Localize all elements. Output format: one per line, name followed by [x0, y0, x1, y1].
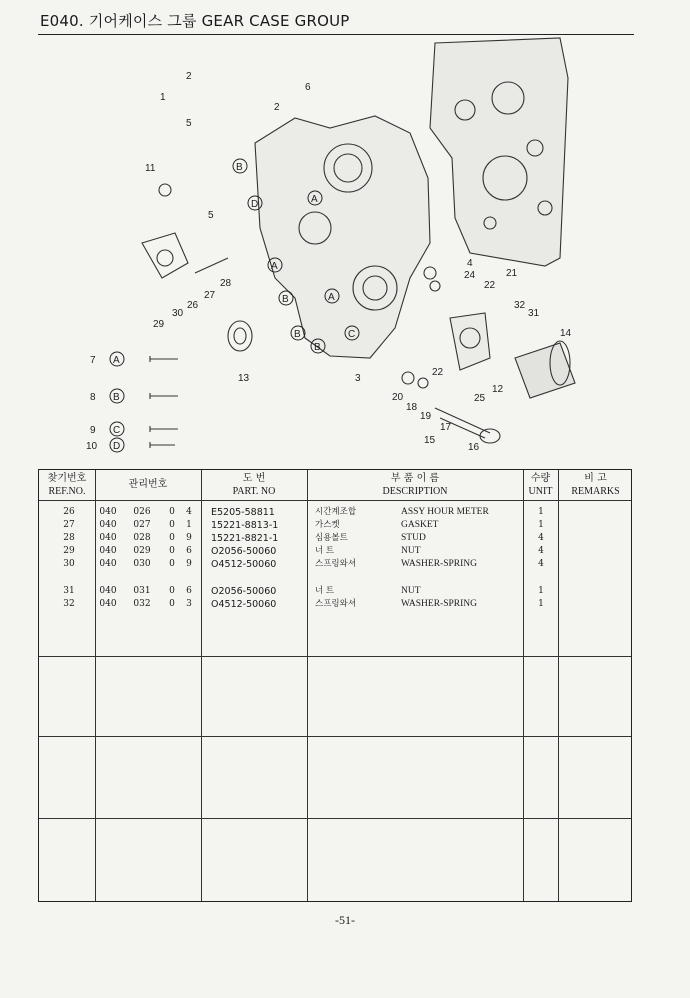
header-description: 부 품 이 름 DESCRIPTION	[382, 473, 448, 497]
table-row	[39, 532, 631, 545]
page-title: E040. 기어케이스 그룹 GEAR CASE GROUP	[40, 12, 350, 30]
cell-g1: 040	[99, 599, 117, 609]
cell-unit: 4	[538, 559, 544, 569]
svg-text:A: A	[328, 292, 335, 303]
exploded-diagram	[86, 38, 620, 466]
cell-g4: 6	[186, 546, 192, 556]
table-row	[39, 545, 631, 558]
cell-g4: 9	[186, 559, 192, 569]
callout-1: 1	[160, 92, 166, 103]
svg-text:A: A	[271, 261, 278, 272]
header-unit: 수량 UNIT	[528, 473, 553, 497]
callout-31: 31	[528, 308, 540, 319]
header-mgmt: 관리번호	[128, 479, 168, 490]
callout-26: 26	[187, 300, 199, 311]
callout-29: 29	[153, 319, 165, 330]
callout-25: 25	[474, 393, 486, 404]
callout-27: 27	[204, 290, 216, 301]
cell-desc: ASSY HOUR METER	[401, 507, 489, 517]
table-row	[39, 585, 631, 598]
cell-part: O4512-50060	[211, 559, 277, 570]
parts-table	[38, 469, 632, 902]
callout-6: 6	[305, 82, 311, 93]
marker-b	[233, 159, 247, 173]
marker-b	[279, 291, 293, 305]
cell-g2: 031	[133, 586, 151, 596]
cell-unit: 1	[538, 507, 544, 517]
cell-kr: 너 트	[315, 586, 335, 596]
callout-16: 16	[468, 442, 480, 453]
page-number: -51-	[335, 913, 355, 927]
svg-text:C: C	[348, 329, 356, 340]
cell-g4: 1	[186, 520, 192, 530]
callout-12: 12	[492, 384, 504, 395]
cell-g1: 040	[99, 559, 117, 569]
cell-part: 15221-8813-1	[211, 520, 279, 531]
marker-b	[291, 326, 305, 340]
callout-15: 15	[424, 435, 436, 446]
callout-17: 17	[440, 422, 452, 433]
cell-g4: 6	[186, 586, 192, 596]
cell-ref: 31	[63, 586, 75, 596]
cell-ref: 28	[63, 533, 75, 543]
callout-21: 21	[506, 268, 518, 279]
cell-g1: 040	[99, 533, 117, 543]
cell-g4: 4	[186, 507, 192, 517]
legend-index-10: 10	[86, 441, 98, 452]
cell-unit: 1	[538, 520, 544, 530]
cell-g3: 0	[169, 599, 175, 609]
legend-marker-d: D	[113, 441, 121, 452]
callout-2: 2	[274, 102, 280, 113]
cell-part: 15221-8821-1	[211, 533, 279, 544]
cell-g3: 0	[169, 586, 175, 596]
cell-desc: NUT	[401, 546, 421, 556]
cell-g3: 0	[169, 507, 175, 517]
callout-20: 20	[392, 392, 404, 403]
header-ref: 찾기번호 REF.NO.	[47, 473, 87, 497]
cell-kr: 시간계조합	[315, 507, 357, 517]
cell-ref: 27	[63, 520, 75, 530]
cell-g4: 9	[186, 533, 192, 543]
cell-g1: 040	[99, 507, 117, 517]
cell-kr: 스프링와셔	[315, 599, 357, 609]
cell-g3: 0	[169, 559, 175, 569]
cell-g1: 040	[99, 546, 117, 556]
cell-desc: WASHER-SPRING	[401, 599, 478, 609]
callout-13: 13	[238, 373, 250, 384]
legend-index-8: 8	[90, 392, 96, 403]
callout-22: 22	[484, 280, 496, 291]
cell-desc: NUT	[401, 586, 421, 596]
callout-24: 24	[464, 270, 476, 281]
header-part: 도 번 PART. NO	[232, 473, 276, 497]
cell-kr: 심용볼트	[315, 533, 348, 543]
svg-text:A: A	[311, 194, 318, 205]
cell-ref: 32	[63, 599, 75, 609]
cell-g2: 030	[133, 559, 151, 569]
callout-2: 2	[186, 71, 192, 82]
cell-unit: 1	[538, 599, 544, 609]
cell-unit: 1	[538, 586, 544, 596]
cell-part: E5205-58811	[211, 507, 275, 518]
cell-desc: STUD	[401, 533, 426, 543]
callout-4: 4	[467, 258, 473, 269]
table-row	[39, 519, 631, 532]
cell-desc: WASHER-SPRING	[401, 559, 478, 569]
callout-32: 32	[514, 300, 526, 311]
callout-14: 14	[560, 328, 572, 339]
cell-unit: 4	[538, 546, 544, 556]
cell-g2: 026	[133, 507, 151, 517]
cell-g4: 3	[186, 599, 192, 609]
cell-g2: 027	[133, 520, 151, 530]
legend-index-7: 7	[90, 355, 96, 366]
legend-index-9: 9	[90, 425, 96, 436]
svg-text:B: B	[236, 162, 243, 173]
cell-part: O4512-50060	[211, 599, 277, 610]
legend-marker-b: B	[113, 392, 120, 403]
callout-30: 30	[172, 308, 184, 319]
cell-g2: 029	[133, 546, 151, 556]
cell-kr: 가스켓	[315, 520, 340, 530]
callout-5: 5	[208, 210, 214, 221]
callout-22: 22	[432, 367, 444, 378]
cell-g3: 0	[169, 546, 175, 556]
callout-18: 18	[406, 402, 418, 413]
svg-text:B: B	[294, 329, 301, 340]
svg-text:B: B	[282, 294, 289, 305]
callout-19: 19	[420, 411, 432, 422]
legend-marker-c: C	[113, 425, 121, 436]
callout-11: 11	[145, 163, 156, 174]
header-remarks: 비 고 REMARKS	[571, 473, 620, 497]
cell-ref: 30	[63, 559, 75, 569]
table-row	[39, 506, 631, 519]
cell-g3: 0	[169, 533, 175, 543]
cell-kr: 너 트	[315, 546, 335, 556]
cell-g1: 040	[99, 520, 117, 530]
cell-unit: 4	[538, 533, 544, 543]
table-row	[39, 598, 631, 611]
callout-5: 5	[186, 118, 192, 129]
table-row	[39, 558, 631, 571]
svg-text:D: D	[251, 199, 259, 210]
cell-kr: 스프링와셔	[315, 559, 357, 569]
callout-28: 28	[220, 278, 232, 289]
title-rule	[38, 34, 634, 35]
cell-desc: GASKET	[401, 520, 439, 530]
svg-text:B: B	[314, 342, 321, 353]
cell-g2: 032	[133, 599, 151, 609]
cell-ref: 29	[63, 546, 75, 556]
cell-g1: 040	[99, 586, 117, 596]
cell-g2: 028	[133, 533, 151, 543]
legend-marker-a: A	[113, 355, 120, 366]
cell-ref: 26	[63, 507, 75, 517]
cell-part: O2056-50060	[211, 586, 277, 597]
cell-part: O2056-50060	[211, 546, 277, 557]
cell-g3: 0	[169, 520, 175, 530]
callout-3: 3	[355, 373, 361, 384]
